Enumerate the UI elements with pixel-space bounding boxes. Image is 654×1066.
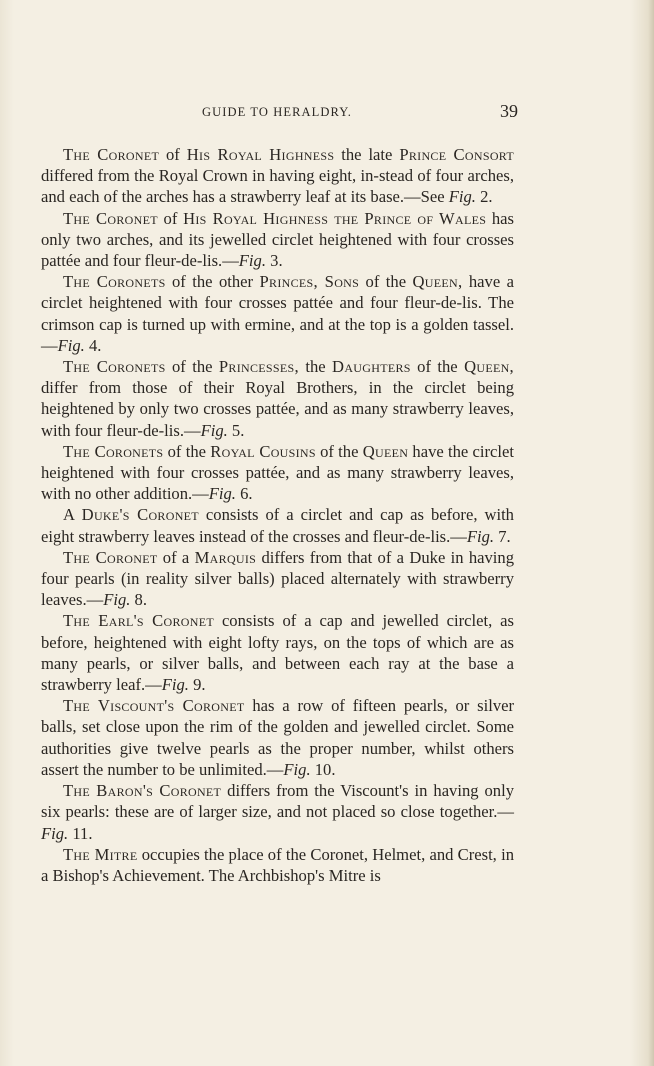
paragraph-duke: A Duke's Coronet consists of a circlet and cap as before, with eight strawberry leaves instead of the crosses and fleur-de-lis.—Fig. 7. (41, 505, 514, 546)
body-text (41, 144, 514, 886)
paragraph-viscount: The Viscount's Coronet has a row of fifteen pearls, or silver balls, set close upon the rim of the golden and jewelled circlet. Some authorities give twelve pearls as the proper number, whilst others assert the number to be unlimited.—Fig. 10. (41, 696, 515, 779)
paragraph-baron: The Baron's Coronet differs from the Viscount's in having only six pearls: these are of larger size, and not placed so close together.—Fig. 11. (41, 781, 515, 843)
running-title: GUIDE TO HERALDRY. (202, 105, 353, 119)
paragraph-earl: The Earl's Coronet consists of a cap and jewelled circlet, as before, heightened with eight lofty rays, on the tops of which are as many pearls, or silver balls, and between each ray at the base a strawberry leaf.—Fig. 9. (41, 611, 515, 695)
paragraph-princesses: The Coronets of the Princesses, the Daughters of the Queen, differ from those of their Royal Brothers, in the circlet being heightened by only two crosses pattée, and as many strawberry leaves, with four fleur-de-lis.—Fig. 5. (41, 357, 515, 440)
paragraph-royal-cousins: The Coronets of the Royal Cousins of the Queen have the circlet heightened with four crosses pattée, and as many strawberry leaves, with no other addition.—Fig. 6. (41, 441, 514, 504)
page-number: 39 (500, 101, 518, 121)
paragraph-other-princes: The Coronets of the other Princes, Sons of the Queen, have a circlet heightened with four crosses pattée and four fleur-de-lis. The crimson cap is turned up with ermine, and at the top is a golden tassel.—Fig. 4. (41, 272, 514, 355)
paragraph-prince-of-wales: The Coronet of His Royal Highness the Prince of Wales has only two arches, and its jewelled circlet heightened with four crosses pattée and four fleur-de-lis.—Fig. 3. (41, 208, 515, 271)
paragraph-mitre: The Mitre occupies the place of the Coronet, Helmet, and Crest, in a Bishop's Achievement. The Archbishop's Mitre is (41, 844, 514, 885)
running-header (62, 101, 518, 125)
paragraph-marquis: The Coronet of a Marquis differs from that of a Duke in having four pearls (in reality silver balls) placed alternately with strawberry leaves.—Fig. 8. (41, 547, 515, 610)
paragraph-prince-consort: The Coronet of His Royal Highness the late Prince Consort differed from the Royal Crown in having eight, in-stead of four arches, and each of the arches has a strawberry leaf at its base.—See Fig. 2. (41, 145, 515, 207)
